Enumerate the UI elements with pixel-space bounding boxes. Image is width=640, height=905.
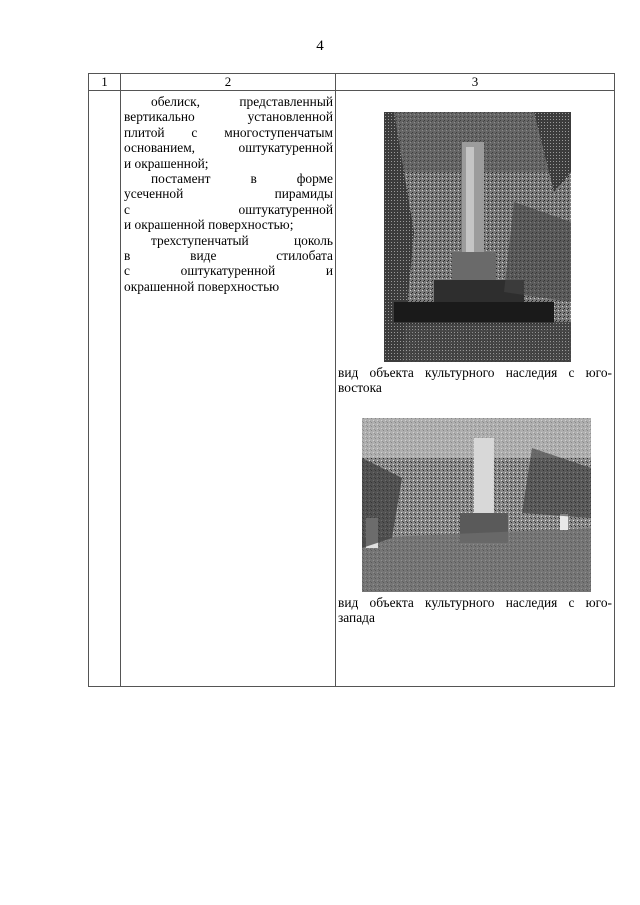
caption-line: запада — [338, 610, 375, 626]
table-row — [89, 91, 615, 687]
text-line: с оштукатуренной — [124, 201, 333, 217]
monument-photo-southwest — [362, 418, 591, 592]
monument-photo-southeast — [384, 112, 571, 362]
text-line: основанием, оштукатуренной — [124, 140, 333, 156]
text-line: вертикально установленной — [124, 109, 333, 125]
table-header-row — [89, 74, 615, 91]
empty-cell-col1 — [89, 91, 121, 687]
text-line: с оштукатуренной и — [124, 263, 333, 279]
text-line: постамент в форме — [151, 171, 333, 187]
photo-caption-southwest — [336, 592, 614, 626]
text-line: усеченной пирамиды — [124, 186, 333, 202]
description-paragraph-pedestal — [124, 171, 333, 233]
description-paragraph-plinth — [124, 233, 333, 295]
column-header-3: 3 — [336, 74, 615, 91]
text-line: трехступенчатый цоколь — [151, 232, 333, 248]
caption-line: вид объекта культурного наследия с юго- — [338, 594, 612, 610]
text-line: окрашенной поверхностью — [124, 278, 280, 294]
caption-line: вид объекта культурного наследия с юго- — [338, 365, 612, 380]
text-line: плитой с многоступенчатым — [124, 124, 333, 140]
description-cell — [121, 91, 336, 687]
description-paragraph-obelisk — [124, 94, 333, 171]
column-header-2: 2 — [121, 74, 336, 91]
caption-line: востока — [338, 380, 382, 396]
text-line: и окрашенной поверхностью; — [124, 217, 294, 233]
page-number: 4 — [316, 38, 324, 54]
photo-caption-southeast — [336, 362, 614, 396]
text-line: и окрашенной; — [124, 155, 209, 171]
column-header-1: 1 — [89, 74, 121, 91]
description-table — [88, 73, 615, 687]
text-line: в виде стилобата — [124, 248, 333, 264]
text-line: обелиск, представленный — [151, 94, 333, 109]
photos-cell — [336, 91, 615, 687]
